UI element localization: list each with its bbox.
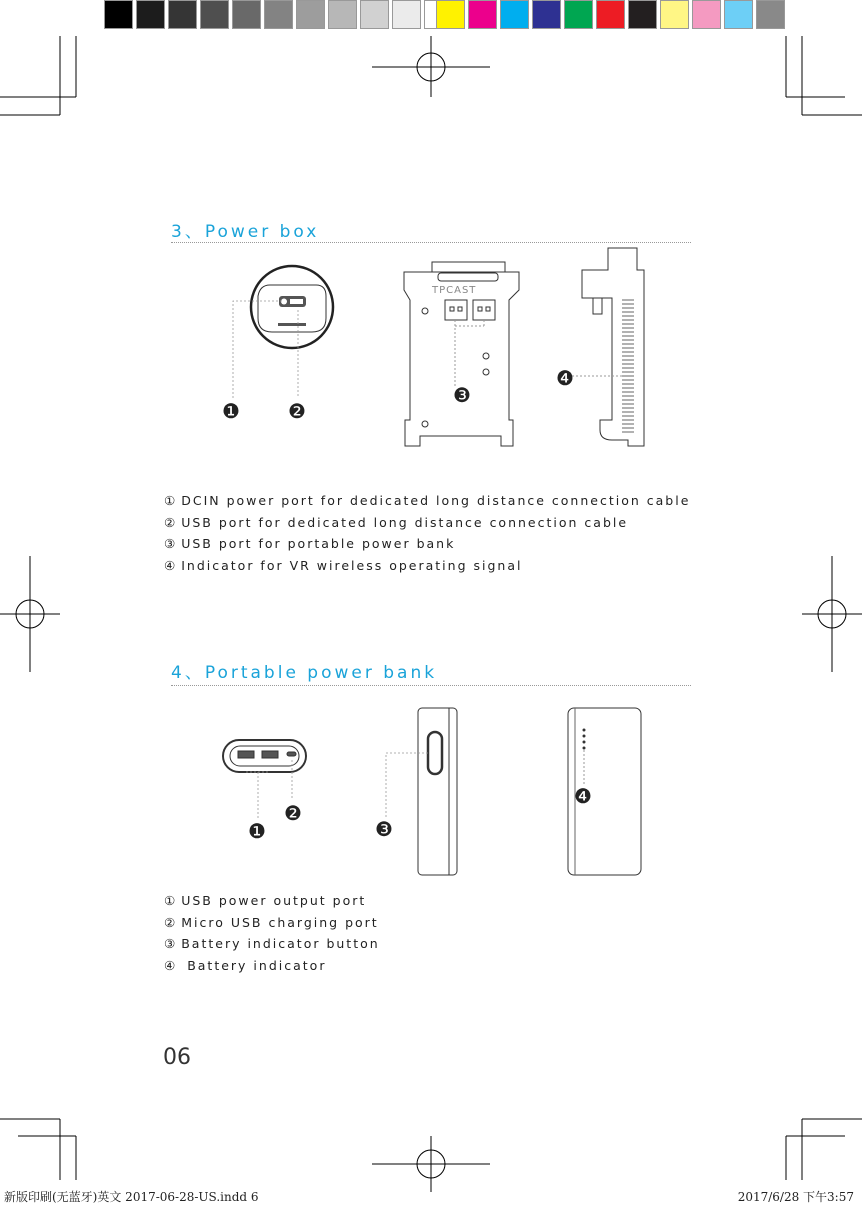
list-item: ④ Indicator for VR wireless operating signal bbox=[164, 557, 523, 573]
list-item: ① DCIN power port for dedicated long distance connection cable bbox=[164, 493, 691, 508]
callout-4-3: ❸ bbox=[375, 817, 393, 841]
list-item: ② USB port for dedicated long distance connection cable bbox=[164, 514, 629, 530]
list-item: ② Micro USB charging port bbox=[164, 914, 379, 930]
list-item: ③ Battery indicator button bbox=[164, 936, 380, 951]
power-box-side bbox=[572, 248, 644, 446]
list-item: ① USB power output port bbox=[164, 893, 367, 908]
list-item: ③ USB port for portable power bank bbox=[164, 536, 456, 551]
print-slug-date: 2017/6/28 下午3:57 bbox=[737, 1190, 854, 1204]
page-number: 06 bbox=[163, 1045, 191, 1070]
power-box-port-closeup bbox=[233, 266, 333, 398]
callout-3-1: ❶ bbox=[222, 399, 240, 423]
section-divider bbox=[171, 685, 691, 686]
list-item: ④ Battery indicator bbox=[164, 957, 327, 973]
callout-4-4: ❹ bbox=[574, 784, 592, 808]
callout-4-1: ❶ bbox=[248, 819, 266, 843]
section-divider bbox=[171, 242, 691, 243]
callout-3-4: ❹ bbox=[556, 366, 574, 390]
device-brand-label: TPCAST bbox=[432, 285, 477, 296]
power-box-feature-list bbox=[164, 490, 690, 576]
power-bank-side bbox=[386, 708, 457, 875]
section-title-power-bank: 4、Portable power bank bbox=[171, 663, 438, 683]
section-title-power-box: 3、Power box bbox=[171, 222, 320, 242]
callout-3-2: ❷ bbox=[288, 399, 306, 423]
print-slug-file: 新版印刷(无蓝牙)英文 2017-06-28-US.indd 6 bbox=[4, 1190, 259, 1204]
callout-4-2: ❷ bbox=[284, 801, 302, 825]
registration-marks bbox=[0, 36, 862, 1192]
crop-marks bbox=[0, 36, 862, 1180]
power-bank-feature-list bbox=[164, 890, 380, 976]
callout-3-3: ❸ bbox=[453, 383, 471, 407]
